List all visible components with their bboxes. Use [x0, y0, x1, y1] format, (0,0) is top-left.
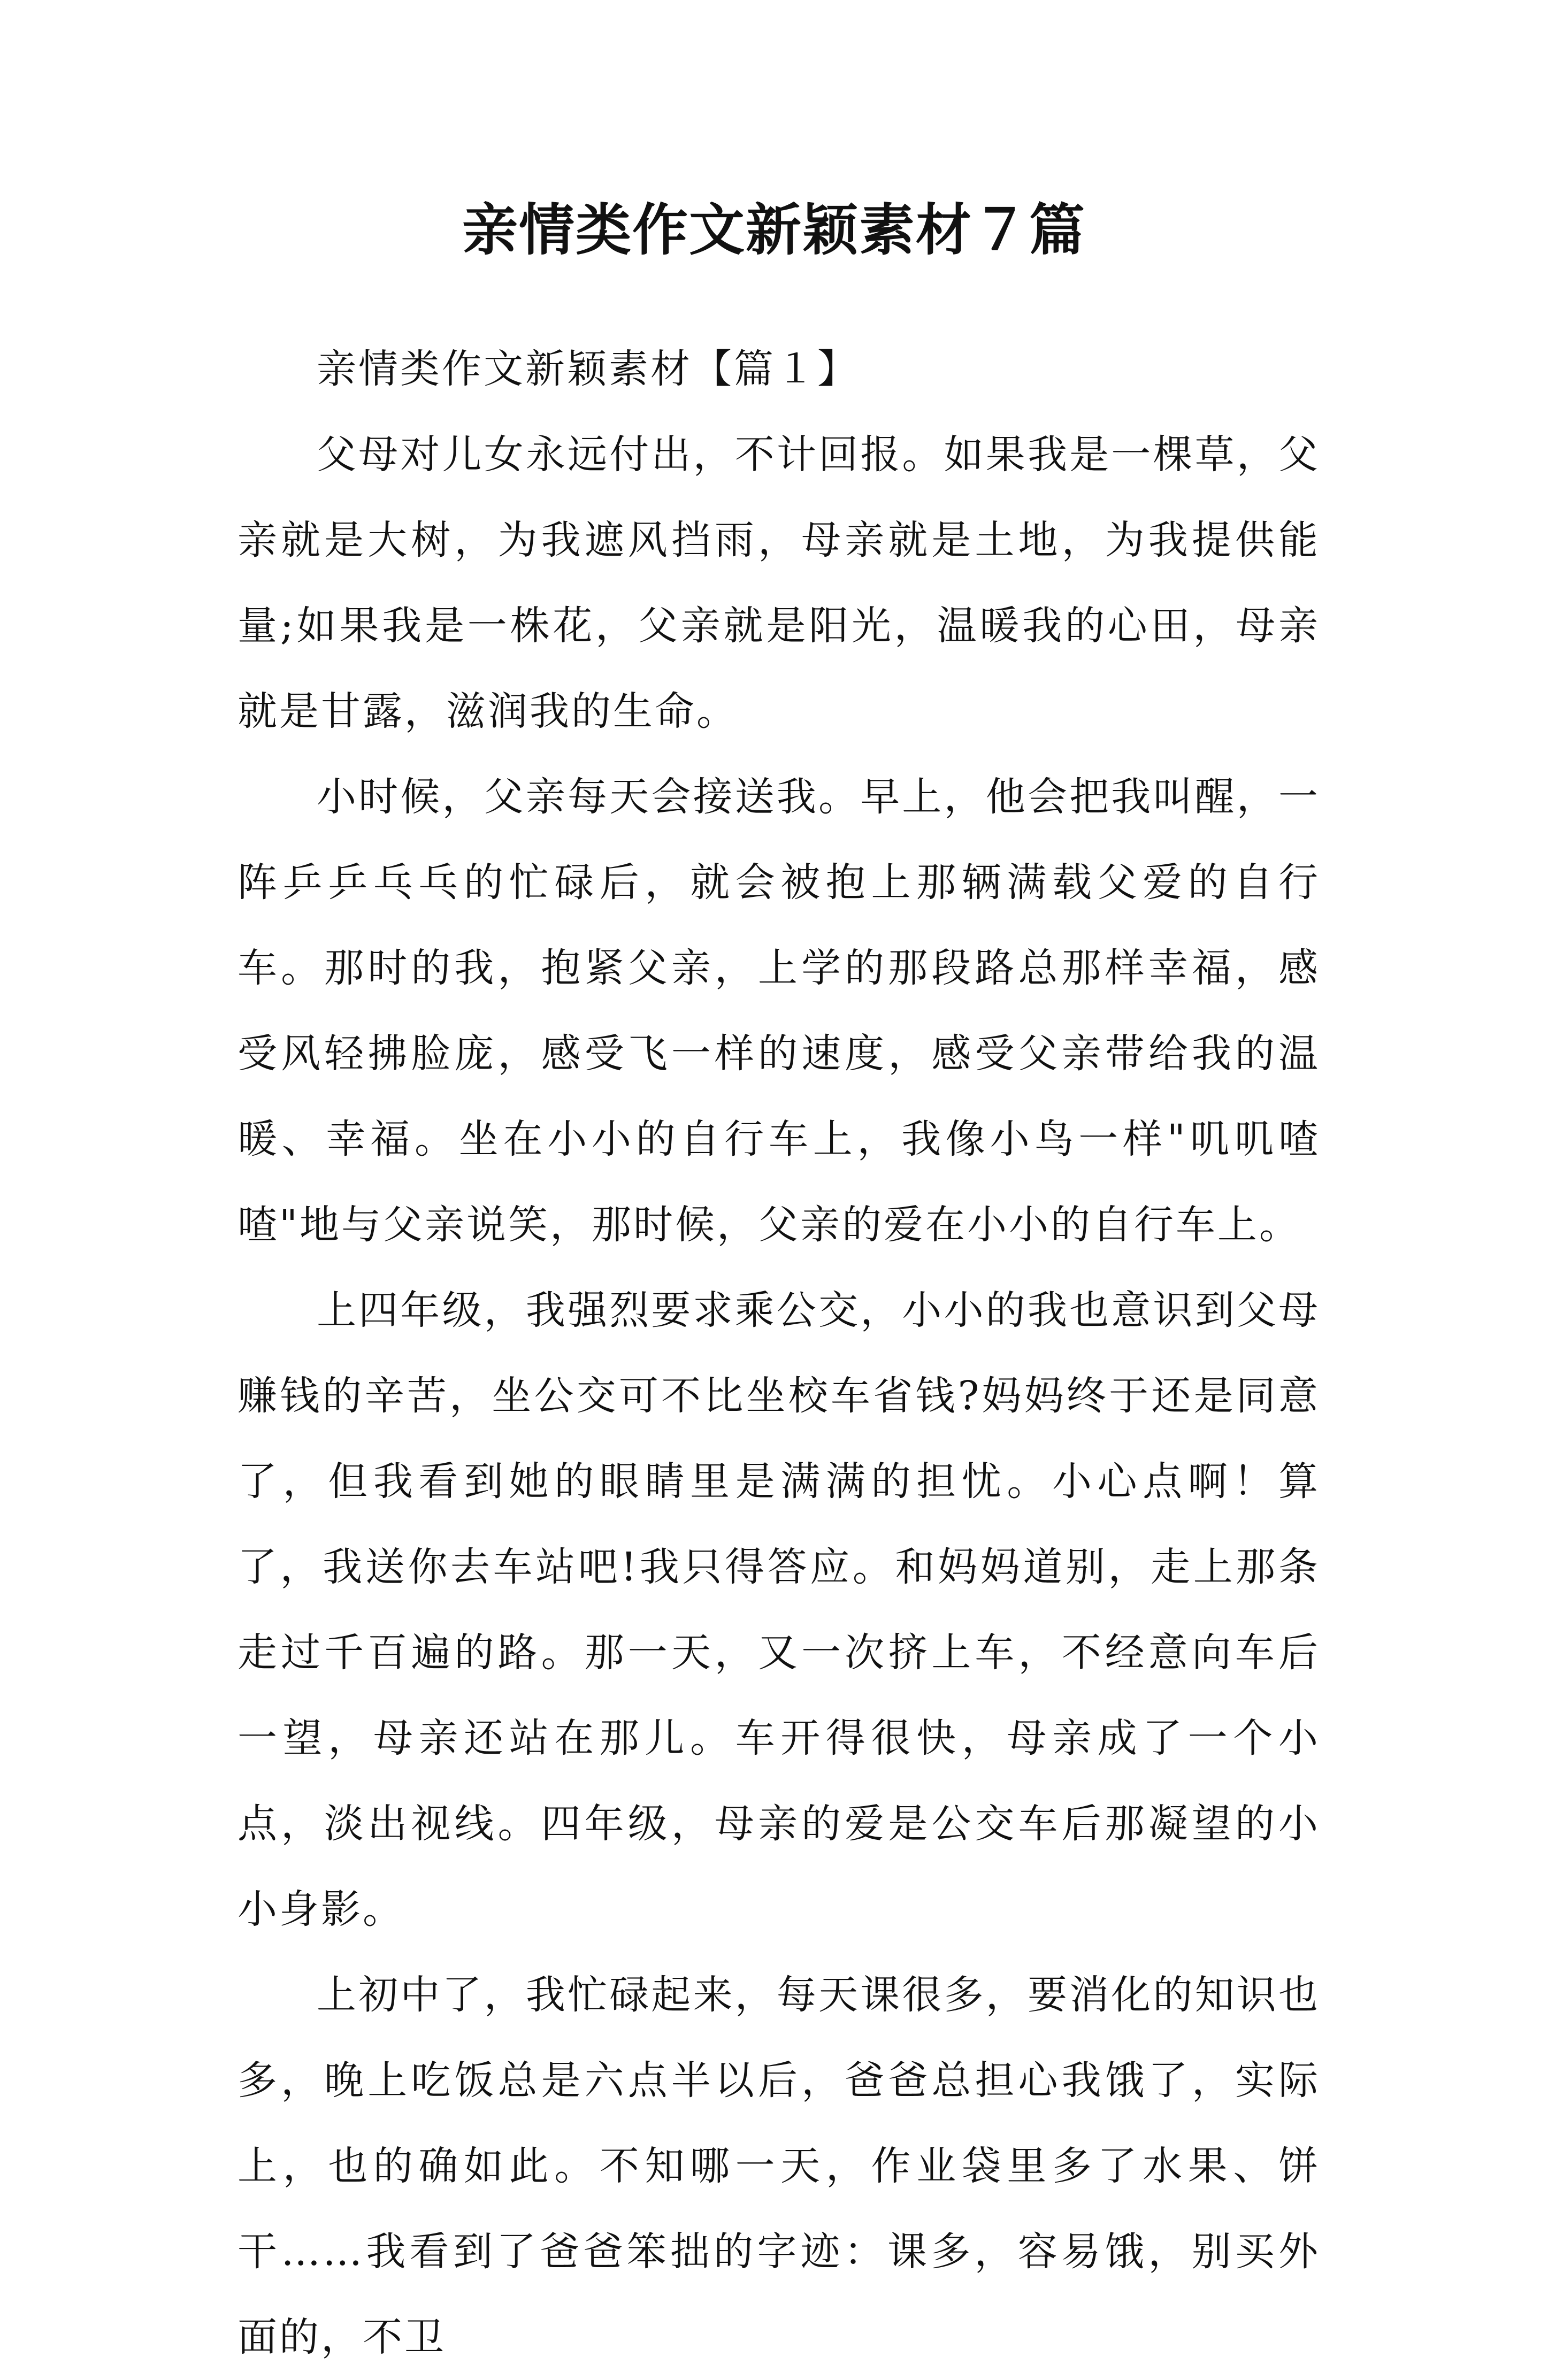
paragraph: 父母对儿女永远付出，不计回报。如果我是一棵草，父亲就是大树，为我遮风挡雨，母亲就是土地，为我提供能量;如果我是一株花，父亲就是阳光，温暖我的心田，母亲就是甘露，滋润我的生命。 — [237, 432, 1320, 734]
document-title: 亲情类作文新颖素材７篇 — [462, 197, 1086, 263]
section-heading: 亲情类作文新颖素材【篇１】 — [317, 346, 859, 392]
document-body — [237, 326, 1320, 2380]
paragraph: 上初中了，我忙碌起来，每天课很多，要消化的知识也多，晚上吃饭总是六点半以后，爸爸总担心我饿了，实际上，也的确如此。不知哪一天，作业袋里多了水果、饼干……我看到了爸爸笨拙的字迹：课多，容易饿，别买外面的，不卫 — [237, 1972, 1320, 2360]
paragraph: 小时候，父亲每天会接送我。早上，他会把我叫醒，一阵乒乒乓乓的忙碌后，就会被抱上那辆满载父爱的自行车。那时的我，抱紧父亲，上学的那段路总那样幸福，感受风轻拂脸庞，感受飞一样的速度，感受父亲带给我的温暖、幸福。坐在小小的自行车上，我像小鸟一样"叽叽喳喳"地与父亲说笑，那时候，父亲的爱在小小的自行车上。 — [237, 774, 1320, 1248]
paragraph: 上四年级，我强烈要求乘公交，小小的我也意识到父母赚钱的辛苦，坐公交可不比坐校车省钱?妈妈终于还是同意了，但我看到她的眼睛里是满满的担忧。小心点啊！算了，我送你去车站吧!我只得答应。和妈妈道别，走上那条走过千百遍的路。那一天，又一次挤上车，不经意向车后一望，母亲还站在那儿。车开得很快，母亲成了一个小点，淡出视线。四年级，母亲的爱是公交车后那凝望的小小身影。 — [237, 1287, 1320, 1932]
